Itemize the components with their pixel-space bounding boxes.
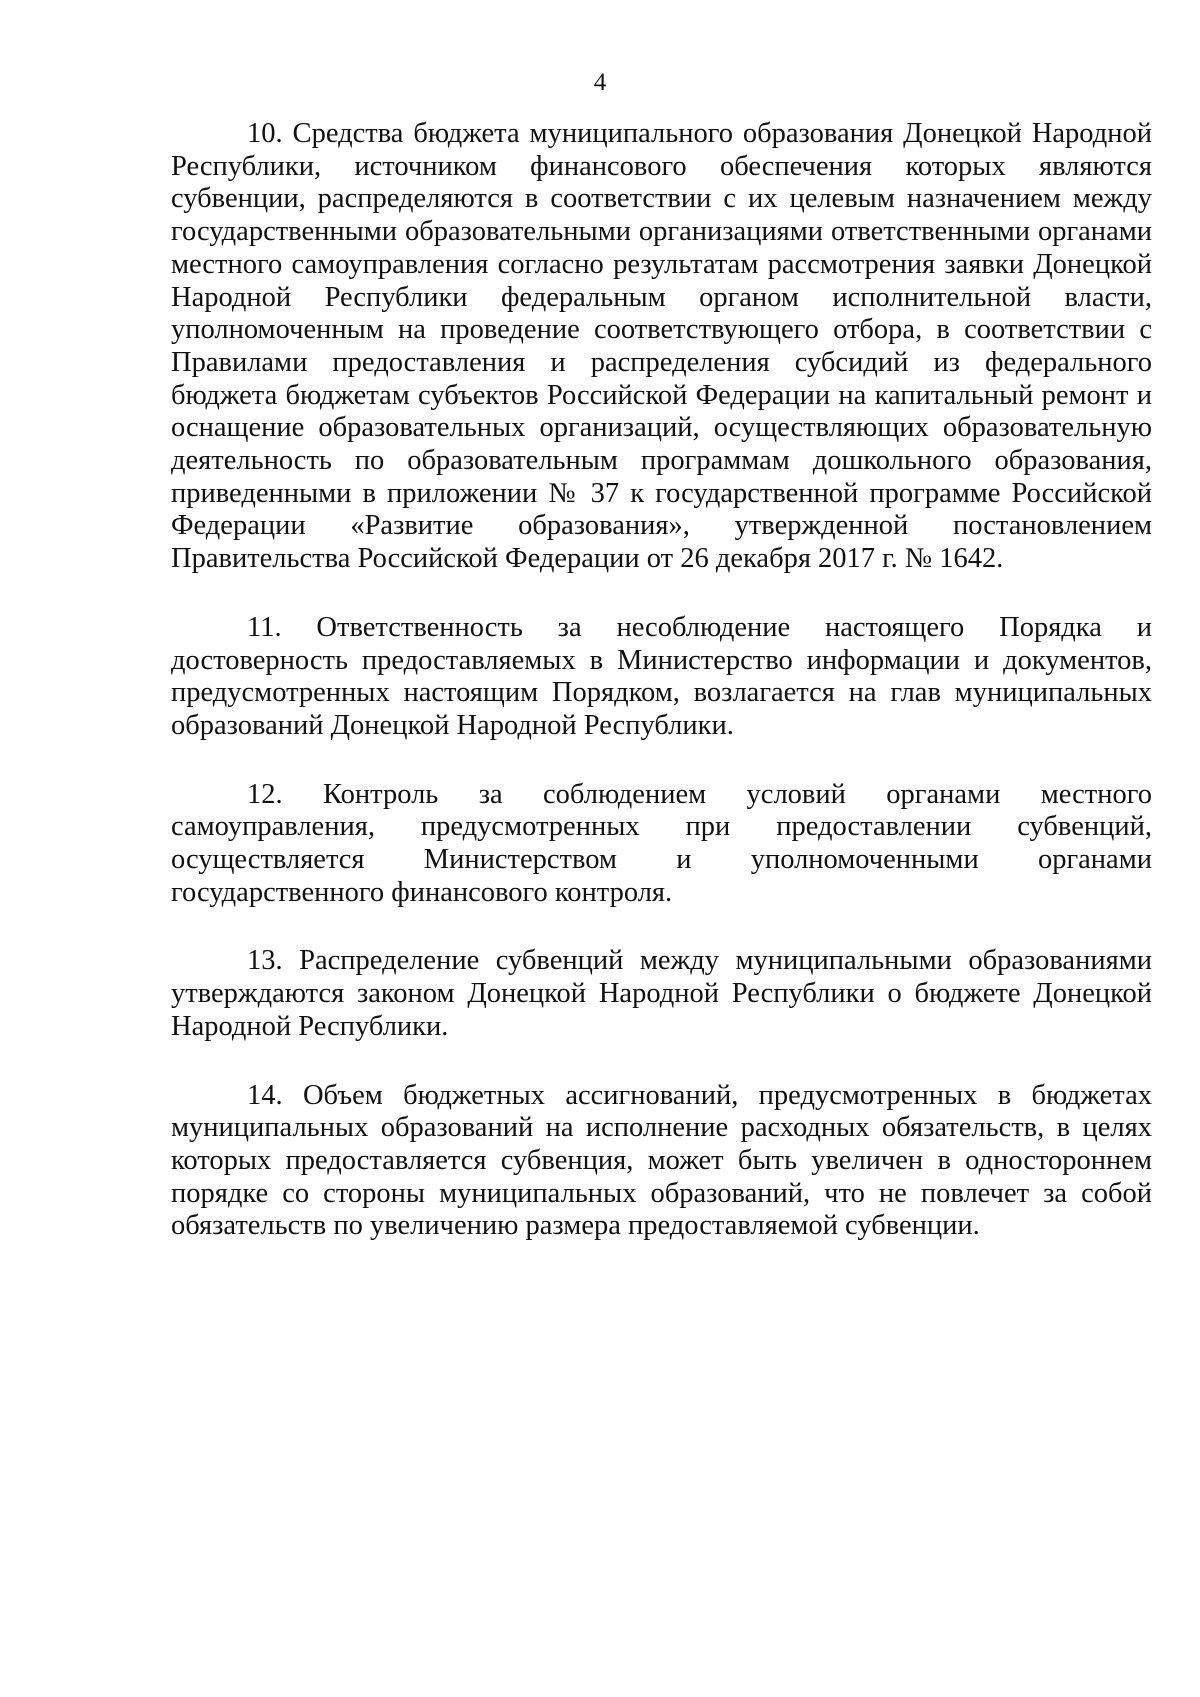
- paragraph-14: 14. Объем бюджетных ассигнований, предусмотренных в бюджетах муниципальных образований на исполнение расходных обязательств, в целях которых предоставляется субвенция, может быть увеличен в одностороннем порядке со стороны муниципальных образований, что не повлечет за собой обязательств по увеличению размера предоставляемой субвенции.: [171, 1079, 1152, 1242]
- paragraph-11: 11. Ответственность за несоблюдение настоящего Порядка и достоверность предоставляемых в Министерство информации и документов, предусмотренных настоящим Порядком, возлагается на глав муниципальных образований Донецкой Народной Республики.: [171, 611, 1152, 741]
- document-body: [171, 118, 1152, 1279]
- paragraph-12: 12. Контроль за соблюдением условий органами местного самоуправления, предусмотренных при предоставлении субвенций, осуществляется Министерством и уполномоченными органами государственного финансового контроля.: [171, 778, 1152, 908]
- page-number: 4: [593, 69, 607, 96]
- paragraph-10: 10. Средства бюджета муниципального образования Донецкой Народной Республики, источником финансового обеспечения которых являются субвенции, распределяются в соответствии с их целевым назначением между государственными образовательными организациями ответственными органами местного самоуправления согласно результатам рассмотрения заявки Донецкой Народной Республики федеральным органом исполнительной власти, уполномоченным на проведение соответствующего отбора, в соответствии с Правилами предоставления и распределения субсидий из федерального бюджета бюджетам субъектов Российской Федерации на капитальный ремонт и оснащение образовательных организаций, осуществляющих образовательную деятельность по образовательным программам дошкольного образования, приведенными в приложении № 37 к государственной программе Российской Федерации «Развитие образования», утвержденной постановлением Правительства Российской Федерации от 26 декабря 2017 г. № 1642.: [171, 118, 1152, 575]
- paragraph-13: 13. Распределение субвенций между муниципальными образованиями утверждаются законом Донецкой Народной Республики о бюджете Донецкой Народной Республики.: [171, 945, 1152, 1042]
